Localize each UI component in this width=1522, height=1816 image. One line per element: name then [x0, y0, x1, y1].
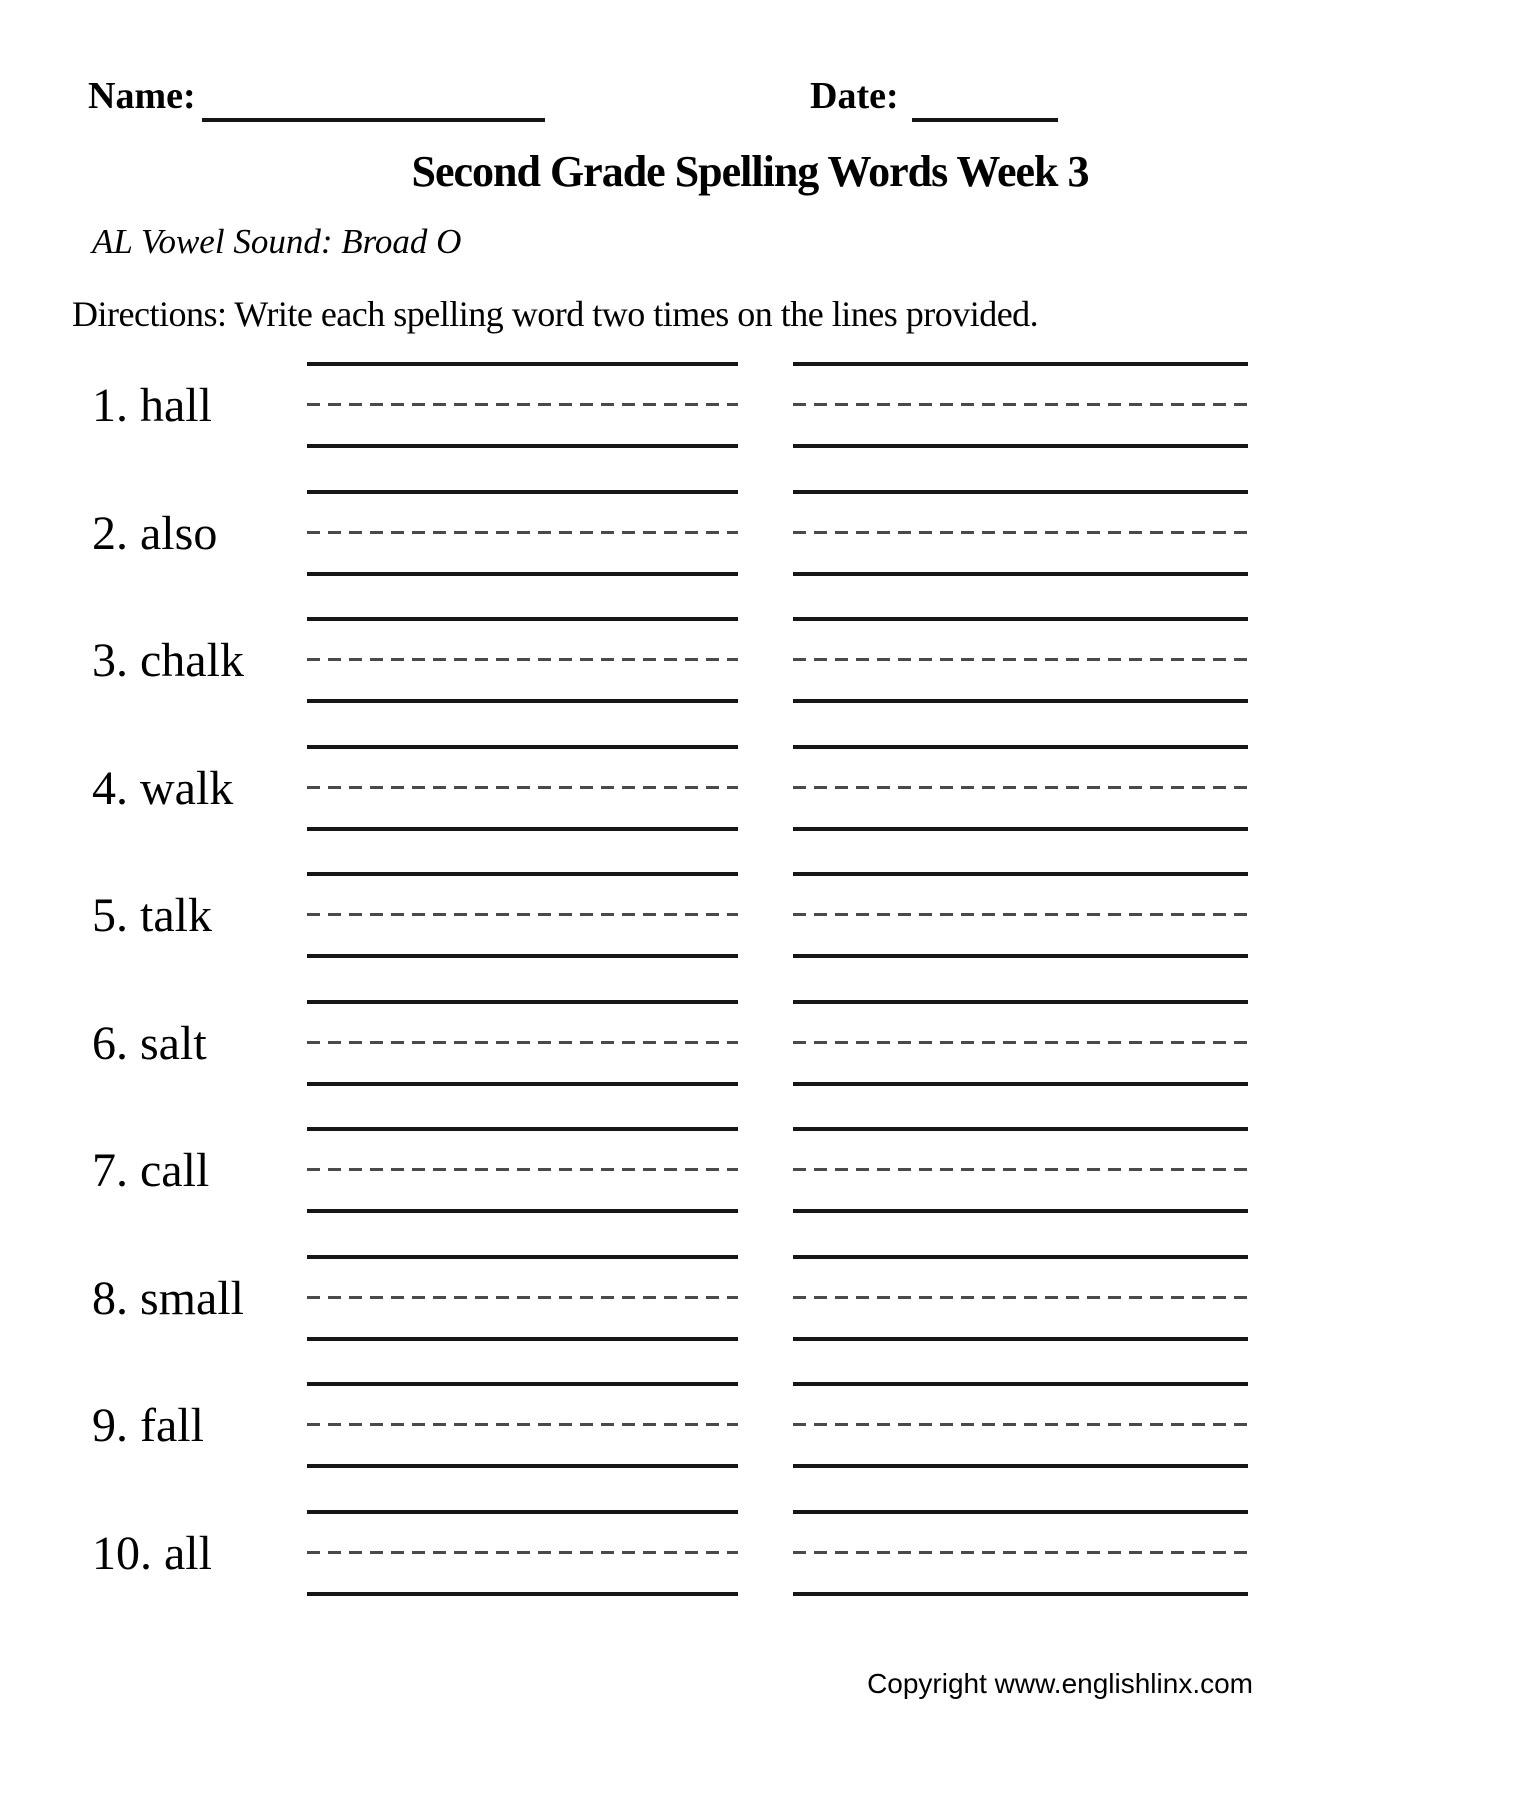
- writing-lines-right: [793, 1000, 1248, 1086]
- guide-line-bottom: [307, 444, 738, 448]
- guide-line-bottom: [307, 572, 738, 576]
- word-row: [0, 1127, 1522, 1213]
- word-row: [0, 1000, 1522, 1086]
- writing-lines-left: [307, 490, 738, 576]
- writing-lines-right: [793, 1255, 1248, 1341]
- guide-line-bottom: [307, 827, 738, 831]
- guide-line-bottom: [793, 1082, 1248, 1086]
- guide-line-middle-dashed: [307, 531, 738, 534]
- writing-lines-left: [307, 1127, 738, 1213]
- guide-line-top: [307, 872, 738, 876]
- guide-line-middle-dashed: [307, 786, 738, 789]
- guide-line-top: [307, 1255, 738, 1259]
- guide-line-middle-dashed: [793, 1041, 1248, 1044]
- guide-line-middle-dashed: [793, 658, 1248, 661]
- writing-lines-right: [793, 1382, 1248, 1468]
- guide-line-top: [793, 1255, 1248, 1259]
- guide-line-middle-dashed: [793, 1168, 1248, 1171]
- guide-line-top: [307, 1510, 738, 1514]
- word-label: 3. chalk: [92, 633, 244, 687]
- word-row: [0, 872, 1522, 958]
- page-title: Second Grade Spelling Words Week 3: [411, 147, 1089, 196]
- writing-lines-right: [793, 872, 1248, 958]
- guide-line-bottom: [793, 1592, 1248, 1596]
- guide-line-bottom: [793, 1464, 1248, 1468]
- writing-lines-right: [793, 362, 1248, 448]
- writing-lines-right: [793, 745, 1248, 831]
- guide-line-middle-dashed: [307, 1041, 738, 1044]
- writing-lines-right: [793, 1127, 1248, 1213]
- writing-lines-left: [307, 1255, 738, 1341]
- guide-line-top: [793, 1510, 1248, 1514]
- word-label: 6. salt: [92, 1016, 207, 1070]
- word-row: [0, 745, 1522, 831]
- guide-line-top: [307, 617, 738, 621]
- guide-line-bottom: [307, 699, 738, 703]
- word-row: [0, 1510, 1522, 1596]
- guide-line-middle-dashed: [793, 403, 1248, 406]
- guide-line-bottom: [793, 1209, 1248, 1213]
- guide-line-bottom: [307, 954, 738, 958]
- guide-line-top: [307, 745, 738, 749]
- guide-line-bottom: [307, 1592, 738, 1596]
- guide-line-middle-dashed: [793, 1296, 1248, 1299]
- guide-line-middle-dashed: [793, 531, 1248, 534]
- guide-line-top: [793, 1127, 1248, 1131]
- guide-line-middle-dashed: [307, 913, 738, 916]
- guide-line-middle-dashed: [307, 1423, 738, 1426]
- guide-line-bottom: [793, 827, 1248, 831]
- writing-lines-left: [307, 745, 738, 831]
- word-label: 10. all: [92, 1526, 212, 1580]
- copyright-text: Copyright www.englishlinx.com: [867, 1668, 1253, 1699]
- guide-line-bottom: [793, 444, 1248, 448]
- name-label: Name:: [88, 75, 196, 117]
- word-row: [0, 1255, 1522, 1341]
- guide-line-top: [793, 617, 1248, 621]
- guide-line-bottom: [793, 572, 1248, 576]
- word-label: 1. hall: [92, 378, 212, 432]
- guide-line-top: [307, 490, 738, 494]
- word-label: 4. walk: [92, 761, 234, 815]
- guide-line-bottom: [307, 1082, 738, 1086]
- guide-line-bottom: [307, 1464, 738, 1468]
- writing-lines-left: [307, 1382, 738, 1468]
- word-label: 9. fall: [92, 1398, 204, 1452]
- guide-line-middle-dashed: [307, 1296, 738, 1299]
- guide-line-middle-dashed: [793, 1551, 1248, 1554]
- guide-line-bottom: [307, 1337, 738, 1341]
- word-label: 5. talk: [92, 888, 212, 942]
- guide-line-top: [793, 362, 1248, 366]
- guide-line-middle-dashed: [793, 1423, 1248, 1426]
- writing-lines-left: [307, 872, 738, 958]
- page-subtitle: AL Vowel Sound: Broad O: [92, 222, 462, 261]
- guide-line-middle-dashed: [793, 913, 1248, 916]
- guide-line-top: [793, 872, 1248, 876]
- guide-line-top: [793, 745, 1248, 749]
- word-row: [0, 490, 1522, 576]
- word-row: [0, 362, 1522, 448]
- guide-line-middle-dashed: [307, 658, 738, 661]
- guide-line-top: [307, 362, 738, 366]
- guide-line-middle-dashed: [307, 1168, 738, 1171]
- word-row: [0, 617, 1522, 703]
- guide-line-top: [793, 1000, 1248, 1004]
- guide-line-middle-dashed: [307, 1551, 738, 1554]
- date-label: Date:: [810, 75, 899, 117]
- word-row: [0, 1382, 1522, 1468]
- word-label: 7. call: [92, 1143, 210, 1197]
- guide-line-top: [793, 490, 1248, 494]
- guide-line-top: [307, 1127, 738, 1131]
- directions-text: Directions: Write each spelling word two times on the lines provided.: [72, 294, 1039, 334]
- writing-lines-left: [307, 617, 738, 703]
- writing-lines-right: [793, 1510, 1248, 1596]
- writing-lines-left: [307, 1000, 738, 1086]
- writing-lines-left: [307, 362, 738, 448]
- guide-line-top: [307, 1382, 738, 1386]
- guide-line-bottom: [793, 954, 1248, 958]
- guide-line-top: [307, 1000, 738, 1004]
- writing-lines-right: [793, 490, 1248, 576]
- word-label: 8. small: [92, 1271, 244, 1325]
- guide-line-top: [793, 1382, 1248, 1386]
- guide-line-bottom: [793, 699, 1248, 703]
- guide-line-bottom: [307, 1209, 738, 1213]
- writing-lines-right: [793, 617, 1248, 703]
- guide-line-bottom: [793, 1337, 1248, 1341]
- writing-lines-left: [307, 1510, 738, 1596]
- word-label: 2. also: [92, 506, 218, 560]
- guide-line-middle-dashed: [793, 786, 1248, 789]
- guide-line-middle-dashed: [307, 403, 738, 406]
